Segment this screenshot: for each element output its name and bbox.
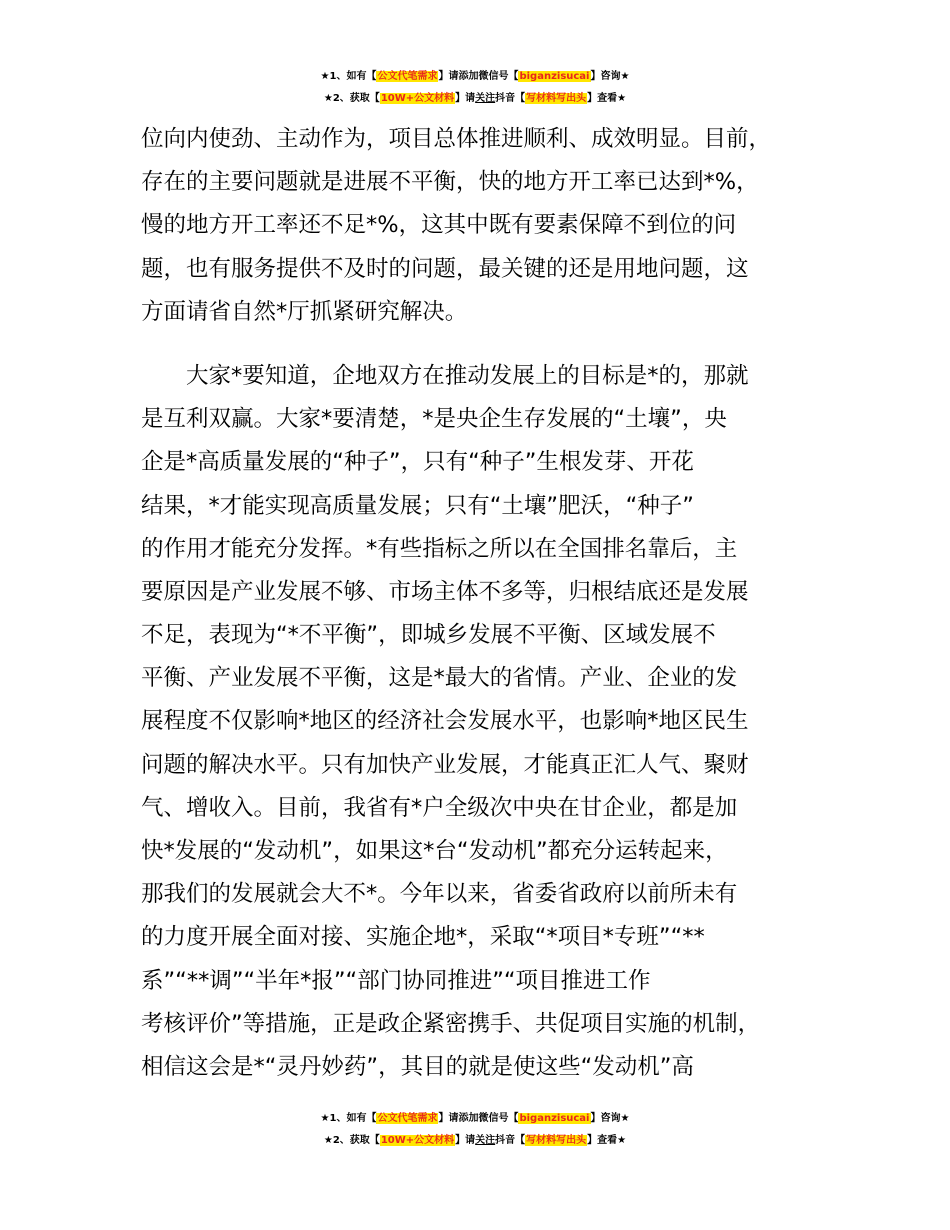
footer-banner bbox=[0, 1108, 950, 1152]
paragraph-line: 考核评价”等措施，正是政企紧密携手、共促项目实施的机制， bbox=[141, 1010, 761, 1037]
paragraph-line: 的力度开展全面对接、实施企地*，采取“*项目*专班”“** bbox=[141, 924, 705, 951]
header-highlight-materials: 10W+公文材料 bbox=[380, 93, 455, 104]
paragraph-line: 系”“**调”“半年*报”“部门协同推进”“项目推进工作 bbox=[141, 967, 651, 994]
paragraph-line: 大家*要知道，企地双方在推动发展上的目标是*的，那就 bbox=[186, 362, 749, 389]
footer-line-2-text: 】请 bbox=[455, 1135, 476, 1146]
paragraph-line: 那我们的发展就会大不*。今年以来，省委省政府以前所未有 bbox=[141, 881, 738, 908]
paragraph-line: 方面请省自然*厅抓紧研究解决。 bbox=[141, 298, 468, 325]
footer-line-2-text: 抖音【 bbox=[495, 1135, 526, 1146]
footer-line-1-text: ★1、如有【 bbox=[320, 1113, 377, 1124]
document-body bbox=[141, 118, 836, 1089]
paragraph-line: 是互利双赢。大家*要清楚，*是央企生存发展的“土壤”，央 bbox=[141, 406, 727, 433]
footer-line-1-text: 】咨询★ bbox=[590, 1113, 630, 1124]
paragraph bbox=[141, 118, 836, 334]
paragraph-line: 不足，表现为“*不平衡”，即城乡发展不平衡、区域发展不 bbox=[141, 622, 716, 649]
paragraph-line: 展程度不仅影响*地区的经济社会发展水平，也影响*地区民生 bbox=[141, 708, 749, 735]
footer-highlight-wechat-id: biganzisucai bbox=[519, 1113, 590, 1124]
paragraph-line: 气、增收入。目前，我省有*户全级次中央在甘企业，都是加 bbox=[141, 794, 738, 821]
footer-highlight-materials: 10W+公文材料 bbox=[380, 1135, 455, 1146]
paragraph-line: 快*发展的“发动机”，如果这*台“发动机”都充分运转起来， bbox=[141, 838, 728, 864]
header-line-2-text: ★2、获取【 bbox=[323, 93, 380, 104]
header-highlight-service: 公文代笔需求 bbox=[377, 71, 438, 82]
paragraph bbox=[141, 355, 836, 1089]
header-line-2-text: 抖音【 bbox=[495, 93, 526, 104]
header-line-2 bbox=[0, 88, 950, 110]
paragraph-line: 的作用才能充分发挥。*有些指标之所以在全国排名靠后，主 bbox=[141, 535, 738, 562]
header-line-1 bbox=[0, 66, 950, 88]
header-line-2-text: 】请 bbox=[455, 93, 476, 104]
footer-line-2-text: 】查看★ bbox=[587, 1135, 627, 1146]
paragraph-line: 存在的主要问题就是进展不平衡，快的地方开工率已达到*%， bbox=[141, 169, 759, 196]
header-line-1-text: ★1、如有【 bbox=[320, 71, 377, 82]
footer-underlined-follow: 关注 bbox=[475, 1135, 496, 1146]
footer-line-2 bbox=[0, 1130, 950, 1152]
paragraph-line: 结果，*才能实现高质量发展；只有“土壤”肥沃，“种子” bbox=[141, 492, 694, 519]
header-line-1-text: 】咨询★ bbox=[590, 71, 630, 82]
paragraph-line: 问题的解决水平。只有加快产业发展，才能真正汇人气、聚财 bbox=[141, 751, 749, 778]
header-line-2-text: 】查看★ bbox=[587, 93, 627, 104]
header-highlight-wechat-id: biganzisucai bbox=[519, 71, 590, 82]
footer-highlight-service: 公文代笔需求 bbox=[377, 1113, 438, 1124]
paragraph-line: 要原因是产业发展不够、市场主体不多等，归根结底还是发展 bbox=[141, 578, 749, 605]
header-line-1-text: 】请添加微信号【 bbox=[438, 71, 519, 82]
paragraph-line: 慢的地方开工率还不足*%，这其中既有要素保障不到位的问 bbox=[141, 212, 737, 239]
paragraph-line: 位向内使劲、主动作为，项目总体推进顺利、成效明显。目前， bbox=[141, 126, 772, 152]
footer-line-1 bbox=[0, 1108, 950, 1130]
paragraph-line: 企是*高质量发展的“种子”，只有“种子”生根发芽、开花 bbox=[141, 449, 694, 476]
paragraph-line: 相信这会是*“灵丹妙药”，其目的就是使这些“发动机”高 bbox=[141, 1053, 694, 1080]
paragraph-line: 平衡、产业发展不平衡，这是*最大的省情。产业、企业的发 bbox=[141, 665, 738, 692]
header-highlight-account: 写材料写出头 bbox=[526, 93, 587, 104]
footer-line-2-text: ★2、获取【 bbox=[323, 1135, 380, 1146]
paragraph-line: 题，也有服务提供不及时的问题，最关键的还是用地问题，这 bbox=[141, 255, 749, 282]
header-underlined-follow: 关注 bbox=[475, 93, 496, 104]
footer-line-1-text: 】请添加微信号【 bbox=[438, 1113, 519, 1124]
paragraph-gap bbox=[141, 334, 836, 355]
header-banner bbox=[0, 66, 950, 110]
footer-highlight-account: 写材料写出头 bbox=[526, 1135, 587, 1146]
